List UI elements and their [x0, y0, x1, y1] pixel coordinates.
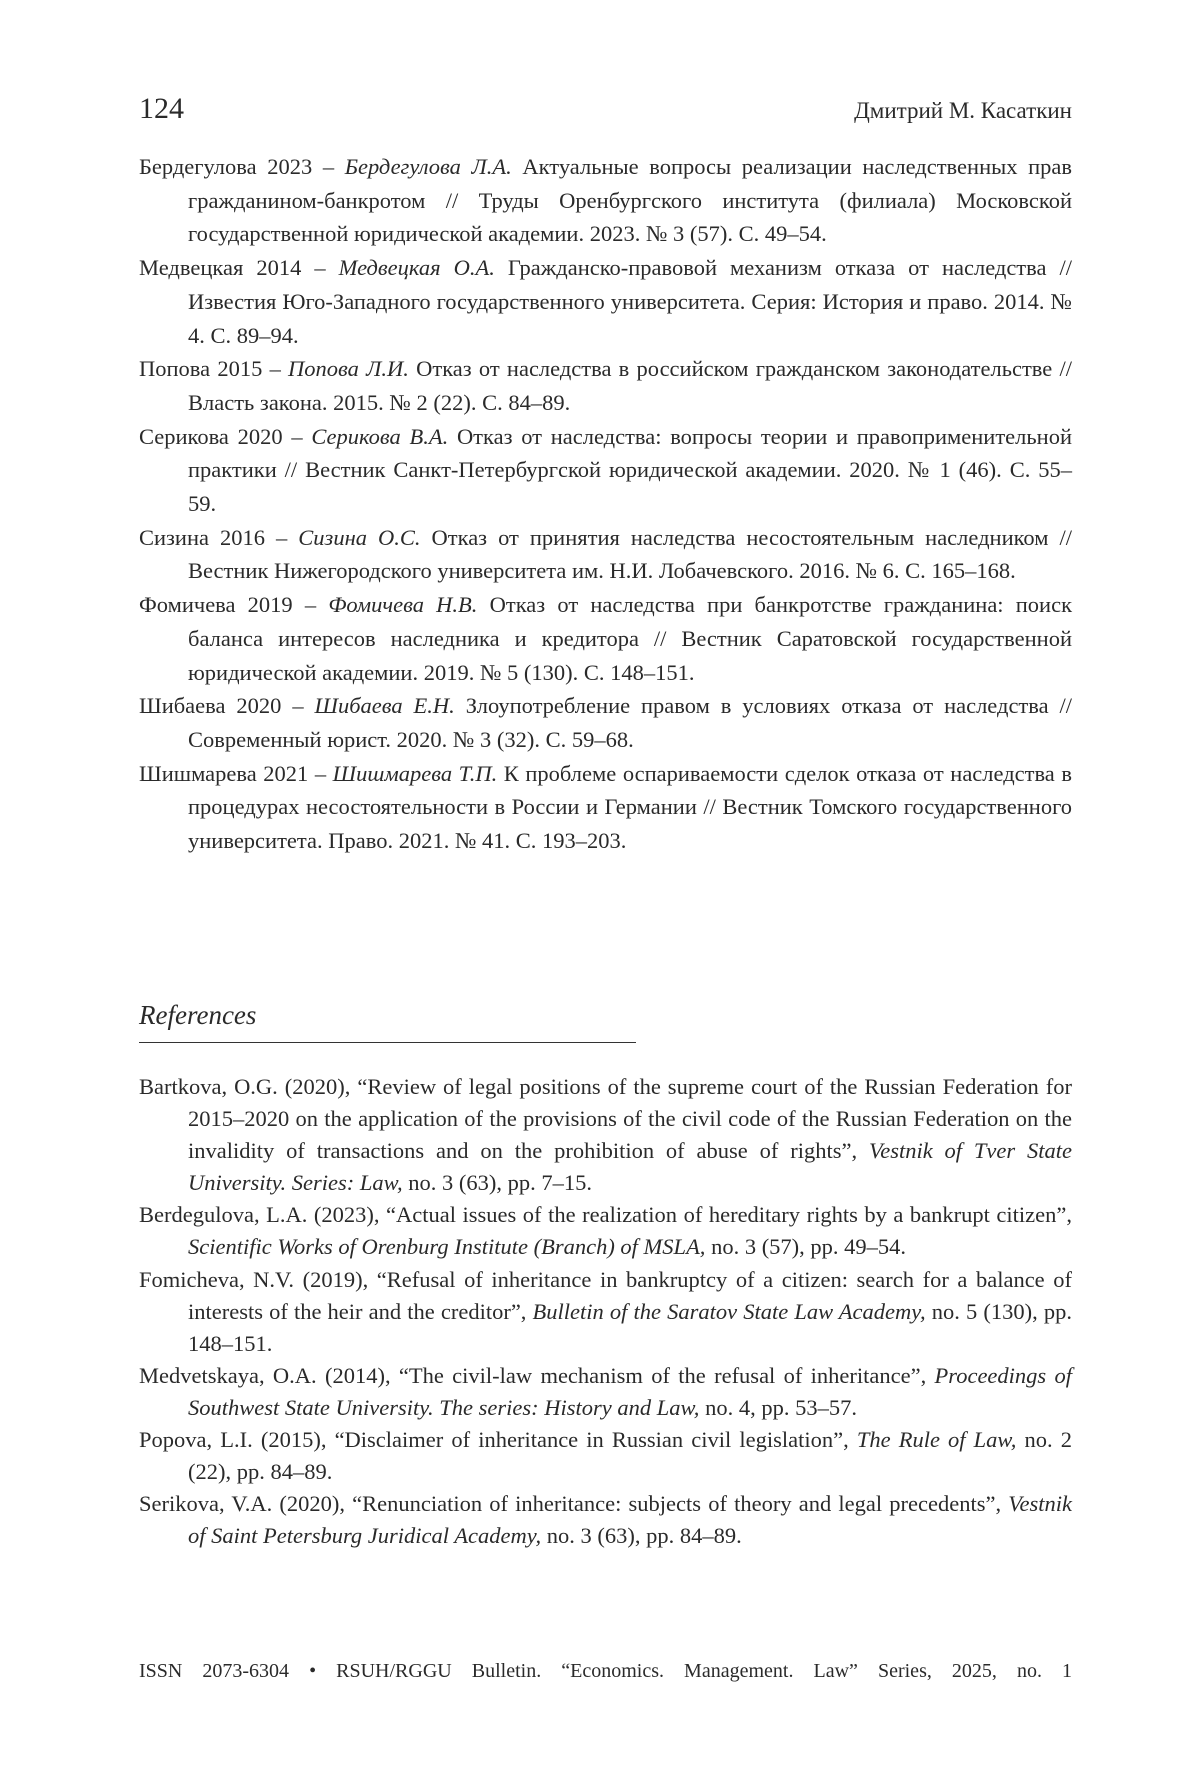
entry-author: Серикова В.А.	[311, 423, 449, 449]
literature-entry	[139, 521, 1072, 588]
entry-text: Злоупотребление правом в условиях отказа от наследства // Современный юрист. 2020. № 3 (32). С. 59–68.	[188, 693, 1073, 752]
entry-key: Шибаева 2020 –	[139, 693, 315, 719]
ref-issue: no. 5 (130), pp. 148–151.	[188, 1298, 1072, 1356]
ref-journal: Proceedings of Southwest State University. The series: History and Law,	[188, 1362, 1072, 1420]
running-head-author: Дмитрий М. Касаткин	[854, 98, 1072, 123]
ref-issue: no. 3 (63), pp. 84–89.	[541, 1523, 742, 1549]
literature-entry	[139, 757, 1072, 858]
reference-entry	[139, 1488, 1072, 1552]
entry-text: Гражданско-правовой механизм отказа от наследства // Известия Юго-Западного государственного университета. Серия: История и право. 2014. № 4. С. 89–94.	[188, 255, 1072, 348]
literature-entry	[139, 251, 1072, 352]
literature-list	[139, 150, 1072, 858]
page-header	[139, 92, 1072, 126]
ref-text: Medvetskaya, O.A. (2014), “The civil-law mechanism of the refusal of inheritance”,	[139, 1362, 935, 1388]
page-footer: ISSN 2073-6304 • RSUH/RGGU Bulletin. “Economics. Management. Law” Series, 2025, no. 1	[139, 1660, 1072, 1682]
ref-journal: Vestnik of Saint Petersburg Juridical Academy,	[188, 1491, 1072, 1549]
entry-author: Шибаева Е.Н.	[314, 693, 455, 719]
ref-issue: no. 2 (22), pp. 84–89.	[188, 1427, 1073, 1485]
entry-author: Попова Л.И.	[288, 356, 409, 382]
ref-text: Popova, L.I. (2015), “Disclaimer of inheritance in Russian civil legislation”,	[139, 1427, 857, 1453]
heading-rule	[139, 1042, 636, 1043]
references-heading: References	[139, 1000, 257, 1030]
entry-key: Медвецкая 2014 –	[139, 255, 339, 281]
entry-text: Отказ от наследства: вопросы теории и правоприменительной практики // Вестник Санкт-Петербургской юридической академии. 2020. № 1 (46). С. 55–59.	[188, 423, 1072, 517]
page-number: 124	[139, 92, 184, 125]
ref-issue: no. 3 (63), pp. 7–15.	[402, 1170, 592, 1196]
reference-entry	[139, 1424, 1072, 1488]
entry-key: Серикова 2020 –	[139, 423, 312, 449]
entry-author: Шишмарева Т.П.	[332, 760, 498, 786]
ref-issue: no. 3 (57), pp. 49–54.	[705, 1234, 907, 1260]
reference-entry	[139, 1360, 1072, 1424]
entry-author: Медвецкая О.А.	[338, 255, 495, 281]
ref-text: Berdegulova, L.A. (2023), “Actual issues of the realization of hereditary rights by a bankrupt citizen”,	[139, 1202, 1072, 1228]
references-list	[139, 1071, 1072, 1552]
entry-text: Отказ от принятия наследства несостоятельным наследником // Вестник Нижегородского университета им. Н.И. Лобачевского. 2016. № 6. С. 165–168.	[188, 524, 1072, 584]
literature-entry	[139, 588, 1072, 689]
entry-key: Сизина 2016 –	[139, 524, 299, 550]
ref-text: Fomicheva, N.V. (2019), “Refusal of inheritance in bankruptcy of a citizen: search for a balance of interests of the heir and the creditor”,	[139, 1266, 1072, 1324]
entry-text: Актуальные вопросы реализации наследственных прав гражданином-банкротом // Труды Оренбургского института (филиала) Московской государственной юридической академии. 2023. № 3 (57). С. 49–54.	[188, 154, 1073, 247]
literature-entry	[139, 150, 1072, 251]
literature-entry	[139, 352, 1072, 419]
literature-entry	[139, 689, 1072, 756]
ref-journal: Bulletin of the Saratov State Law Academy,	[532, 1298, 926, 1324]
entry-text: Отказ от наследства в российском гражданском законодательстве // Власть закона. 2015. № 2 (22). С. 84–89.	[188, 356, 1072, 415]
entry-key: Фомичева 2019 –	[139, 592, 329, 618]
entry-text: К проблеме оспариваемости сделок отказа от наследства в процедурах несостоятельности в России и Германии // Вестник Томского государственного университета. Право. 2021. № 41. С. 193–203.	[188, 760, 1072, 854]
reference-entry	[139, 1264, 1072, 1360]
ref-text: Serikova, V.A. (2020), “Renunciation of inheritance: subjects of theory and legal precedents”,	[139, 1491, 1009, 1517]
ref-journal: Scientific Works of Orenburg Institute (Branch) of MSLA,	[188, 1234, 706, 1260]
reference-entry	[139, 1071, 1072, 1199]
entry-author: Сизина О.С.	[298, 524, 421, 550]
reference-entry	[139, 1199, 1072, 1263]
ref-issue: no. 4, pp. 53–57.	[699, 1394, 857, 1420]
literature-entry	[139, 420, 1072, 521]
entry-author: Фомичева Н.В.	[328, 592, 478, 618]
entry-key: Попова 2015 –	[139, 356, 289, 382]
entry-key: Бердегулова 2023 –	[139, 154, 345, 179]
entry-text: Отказ от наследства при банкротстве гражданина: поиск баланса интересов наследника и кредитора // Вестник Саратовской государственной юридической академии. 2019. № 5 (130). С. 148–151.	[188, 592, 1072, 685]
ref-journal: Vestnik of Tver State University. Series: Law,	[188, 1138, 1072, 1196]
entry-key: Шишмарева 2021 –	[139, 760, 333, 786]
entry-author: Бердегулова Л.А.	[344, 154, 512, 179]
ref-text: Bartkova, O.G. (2020), “Review of legal positions of the supreme court of the Russian Federation for 2015–2020 on the application of the provisions of the civil code of the Russian Federation on the invalidity of transactions and on the prohibition of abuse of rights”,	[139, 1074, 1072, 1164]
ref-journal: The Rule of Law,	[856, 1427, 1017, 1453]
